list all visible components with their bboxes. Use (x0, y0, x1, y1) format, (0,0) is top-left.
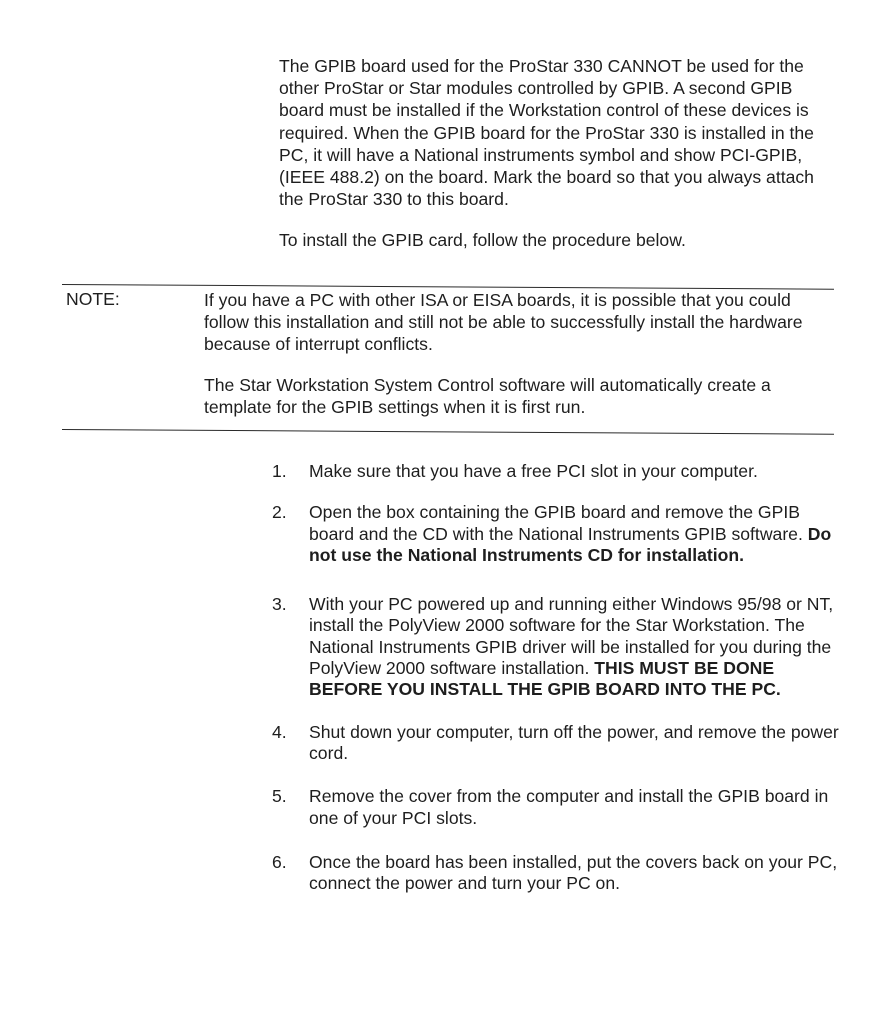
installation-steps (264, 461, 844, 915)
step-warning: THIS MUST BE DONE BEFORE YOU INSTALL THE GPIB BOARD INTO THE PC. (309, 658, 781, 700)
step-text: Make sure that you have a free PCI slot in your computer. (309, 461, 758, 481)
step-item (264, 786, 844, 829)
note-label: NOTE: (66, 289, 120, 309)
intro-paragraph: The GPIB board used for the ProStar 330 CANNOT be used for the other ProStar or Star modules controlled by GPIB. A second GPIB board must be installed if the Workstation control of these devices is required. When the GPIB board for the ProStar 330 is installed in the PC, it will have a National instruments symbol and show PCI-GPIB, (IEEE 488.2) on the board. Mark the board so that you always attach the ProStar 330 to this board. (279, 56, 814, 210)
step-text: With your PC powered up and running either Windows 95/98 or NT, install the PolyView 2000 software for the Star Workstation. The National Instruments GPIB driver will be installed for you during the PolyView 2000 software installation. (309, 594, 834, 679)
step-item (264, 461, 844, 482)
step-item (264, 852, 844, 895)
step-text: Remove the cover from the computer and install the GPIB board in one of your PCI slots. (309, 786, 829, 828)
step-number: 6. (272, 851, 287, 872)
note-bottom-divider (62, 429, 834, 435)
intro-section (279, 55, 839, 252)
note-paragraph-template: The Star Workstation System Control software will automatically create a template for the GPIB settings when it is first run. (204, 374, 771, 417)
step-text: Open the box containing the GPIB board and remove the GPIB board and the CD with the National Instruments GPIB software. (309, 502, 808, 544)
step-number: 4. (272, 721, 287, 742)
step-item (264, 502, 844, 566)
step-number: 2. (272, 502, 287, 523)
step-number: 1. (272, 461, 287, 481)
procedure-lead-in: To install the GPIB card, follow the procedure below. (279, 230, 686, 251)
step-number: 5. (272, 786, 287, 807)
step-text: Shut down your computer, turn off the power, and remove the power cord. (309, 721, 839, 763)
step-text: Once the board has been installed, put the covers back on your PC, connect the power and turn your PC on. (309, 851, 838, 894)
step-warning: Do not use the National Instruments CD for installation. (309, 523, 832, 565)
step-item (264, 722, 844, 765)
step-item (264, 594, 844, 700)
step-number: 3. (272, 594, 287, 615)
note-paragraph-interrupts: If you have a PC with other ISA or EISA boards, it is possible that you could follow this installation and still not be able to successfully install the hardware because of interrupt conflicts. (204, 290, 803, 355)
note-body (204, 289, 829, 418)
